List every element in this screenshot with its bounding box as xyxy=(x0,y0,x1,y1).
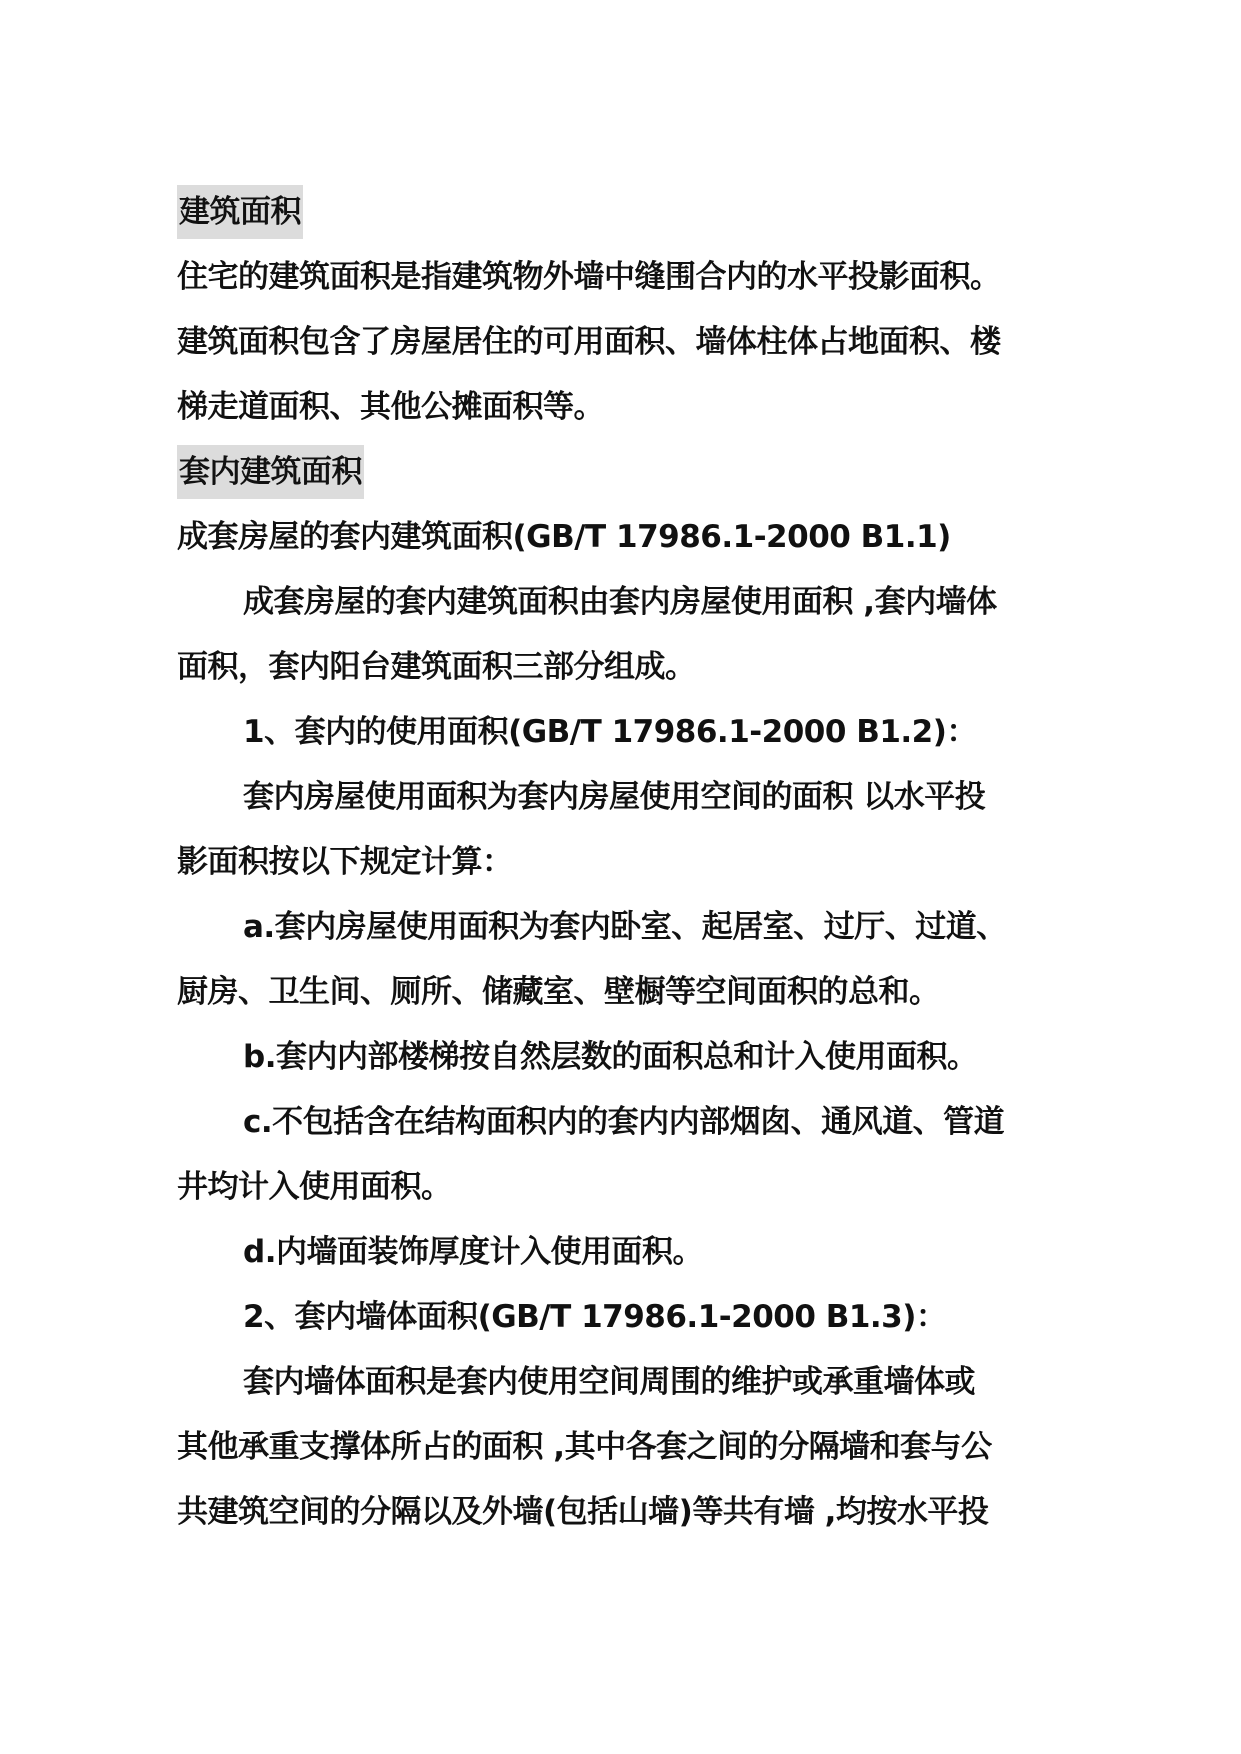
text-line: 梯走道面积、其他公摊面积等。 xyxy=(177,389,604,425)
list-item-d xyxy=(177,1220,1072,1285)
text-line: 共建筑空间的分隔以及外墙(包括山墙)等共有墙 ,均按水平投 xyxy=(177,1494,989,1530)
list-item-a xyxy=(177,895,1072,1025)
text-line: 成套房屋的套内建筑面积由套内房屋使用面积 ,套内墙体 xyxy=(243,584,997,620)
text-line: 面积，套内阳台建筑面积三部分组成。 xyxy=(177,649,696,685)
paragraph-wall-area-definition xyxy=(177,1350,1072,1545)
list-item-b xyxy=(177,1025,1072,1090)
paragraph-building-area-definition xyxy=(177,245,1072,440)
list-item-c xyxy=(177,1090,1072,1220)
paragraph-standard-reference xyxy=(177,505,1072,570)
paragraph-wall-area-title xyxy=(177,1285,1072,1350)
text-line: 成套房屋的套内建筑面积(GB/T 17986.1-2000 B1.1) xyxy=(177,519,951,555)
text-line: b.套内内部楼梯按自然层数的面积总和计入使用面积。 xyxy=(243,1039,978,1075)
heading-building-area: 建筑面积 xyxy=(177,185,303,239)
text-line: a.套内房屋使用面积为套内卧室、起居室、过厅、过道、 xyxy=(243,909,1007,945)
paragraph-usable-area-rule xyxy=(177,765,1072,895)
heading-suite-building-area: 套内建筑面积 xyxy=(177,445,364,499)
paragraph-usable-area-title xyxy=(177,700,1072,765)
text-line: 住宅的建筑面积是指建筑物外墙中缝围合内的水平投影面积。 xyxy=(177,259,1001,295)
text-line: 2、套内墙体面积(GB/T 17986.1-2000 B1.3)： xyxy=(243,1299,947,1335)
document-page xyxy=(177,180,1072,1545)
text-line: 厨房、卫生间、厕所、储藏室、壁橱等空间面积的总和。 xyxy=(177,974,940,1010)
text-line: 套内房屋使用面积为套内房屋使用空间的面积 以水平投 xyxy=(243,779,986,815)
text-line: d.内墙面装饰厚度计入使用面积。 xyxy=(243,1234,703,1270)
text-line: 套内墙体面积是套内使用空间周围的维护或承重墙体或 xyxy=(243,1364,975,1400)
text-line: 其他承重支撑体所占的面积 ,其中各套之间的分隔墙和套与公 xyxy=(177,1429,992,1465)
text-line: 井均计入使用面积。 xyxy=(177,1169,452,1205)
text-line: 建筑面积包含了房屋居住的可用面积、墙体柱体占地面积、楼 xyxy=(177,324,1001,360)
paragraph-suite-composition xyxy=(177,570,1072,700)
text-line: 影面积按以下规定计算： xyxy=(177,844,513,880)
text-line: c.不包括含在结构面积内的套内内部烟囱、通风道、管道 xyxy=(243,1104,1005,1140)
text-line: 1、套内的使用面积(GB/T 17986.1-2000 B1.2)： xyxy=(243,714,977,750)
